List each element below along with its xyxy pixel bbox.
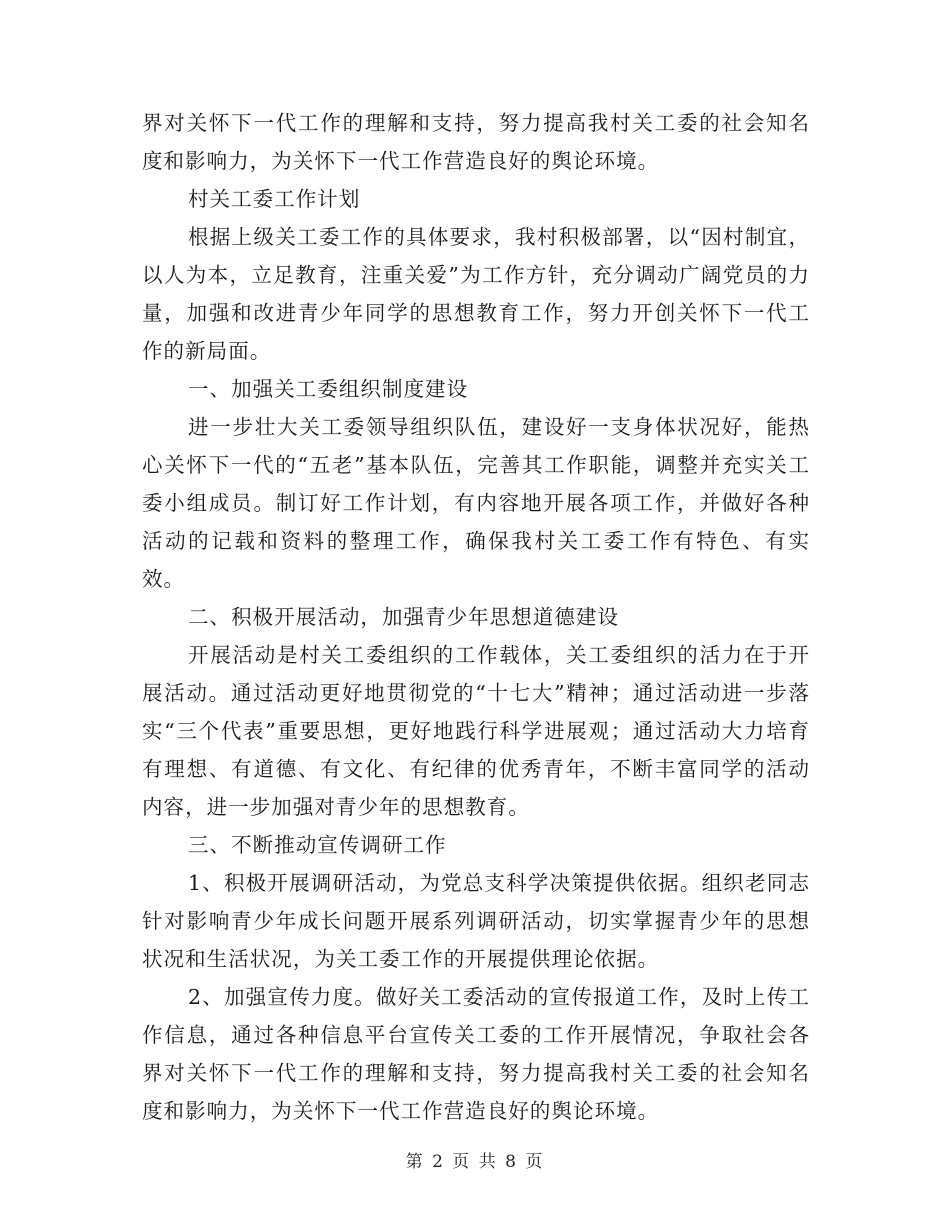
paragraph: 根据上级关工委工作的具体要求，我村积极部署，以“因村制宜，以人为本，立足教育，注重关爱”为工作方针，充分调动广阔党员的力量，加强和改进青少年同学的思想教育工作，努力开创关怀下一代工作的新局面。 xyxy=(142,225,810,363)
paragraph: 界对关怀下一代工作的理解和支持，努力提高我村关工委的社会知名度和影响力，为关怀下一代工作营造良好的舆论环境。 xyxy=(142,111,810,173)
section-heading: 一、加强关工委组织制度建设 xyxy=(188,377,469,401)
paragraph: 开展活动是村关工委组织的工作载体，关工委组织的活力在于开展活动。通过活动更好地贯彻党的“十七大”精神；通过活动进一步落实“三个代表”重要思想，更好地践行科学进展观；通过活动大力培育有理想、有道德、有文化、有纪律的优秀青年，不断丰富同学的活动内容，进一步加强对青少年的思想教育。 xyxy=(142,643,810,819)
section-heading: 二、积极开展活动，加强青少年思想道德建设 xyxy=(188,605,619,629)
section-heading: 三、不断推动宣传调研工作 xyxy=(188,833,447,857)
page-number-footer: 第 2 页 共 8 页 xyxy=(405,1152,545,1172)
document-body xyxy=(142,104,810,1130)
paragraph: 2、加强宣传力度。做好关工委活动的宣传报道工作，及时上传工作信息，通过各种信息平台宣传关工委的工作开展情况，争取社会各界对关怀下一代工作的理解和支持，努力提高我村关工委的社会知名度和影响力，为关怀下一代工作营造良好的舆论环境。 xyxy=(142,985,810,1123)
section-title: 村关工委工作计划 xyxy=(188,187,361,211)
paragraph: 1、积极开展调研活动，为党总支科学决策提供依据。组织老同志针对影响青少年成长问题开展系列调研活动，切实掌握青少年的思想状况和生活状况，为关工委工作的开展提供理论依据。 xyxy=(142,871,810,971)
paragraph: 进一步壮大关工委领导组织队伍，建设好一支身体状况好，能热心关怀下一代的“五老”基本队伍，完善其工作职能，调整并充实关工委小组成员。制订好工作计划，有内容地开展各项工作，并做好各种活动的记载和资料的整理工作，确保我村关工委工作有特色、有实效。 xyxy=(142,415,810,591)
